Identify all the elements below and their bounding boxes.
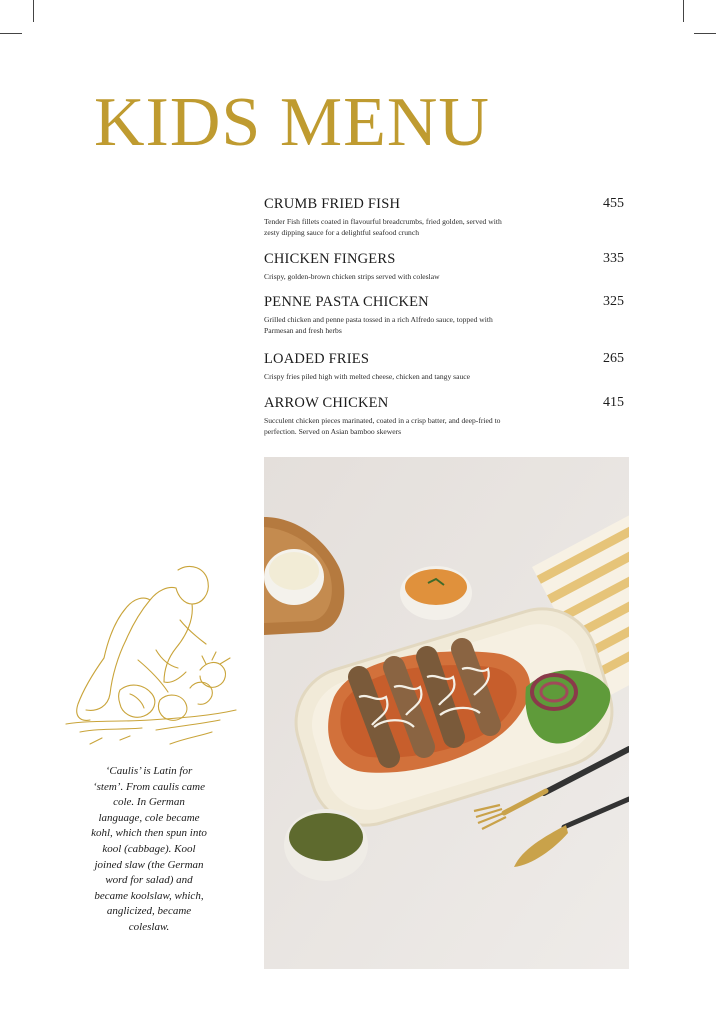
menu-item-price: 265 (603, 351, 624, 366)
menu-item-name: PENNE PASTA CHICKEN (264, 294, 429, 310)
harvest-illustration (60, 560, 240, 760)
dish-photo (264, 457, 629, 969)
crop-mark-left-top (0, 33, 22, 34)
menu-item-price: 335 (603, 251, 624, 266)
coleslaw-etymology-note: ‘Caulis’ is Latin for ‘stem’. From caulis came cole. In German language, cole became kohl, which then spun into kool (cabbage). Kool joined slaw (the German word for salad) and became koolslaw, which, anglicized, became coleslaw. (91, 765, 207, 933)
crop-mark-top-right (683, 0, 684, 22)
menu-item-description: Succulent chicken pieces marinated, coated in a crisp batter, and deep-fried to perfection. Served on Asian bamboo skewers (264, 416, 501, 436)
menu-item-price: 325 (603, 294, 624, 309)
menu-item-description: Grilled chicken and penne pasta tossed in a rich Alfredo sauce, topped with Parmesan and fresh herbs (264, 315, 493, 335)
menu-item-description: Crispy, golden-brown chicken strips served with coleslaw (264, 272, 440, 281)
menu-item-price: 415 (603, 395, 624, 410)
page-title: KIDS MENU (94, 84, 490, 161)
menu-item-price: 455 (603, 196, 624, 211)
crop-mark-top-left (33, 0, 34, 22)
menu-item-description: Crispy fries piled high with melted cheese, chicken and tangy sauce (264, 372, 471, 381)
crop-mark-right-top (694, 33, 716, 34)
menu-item-name: CHICKEN FINGERS (264, 251, 396, 267)
menu-item-name: LOADED FRIES (264, 351, 370, 367)
menu-item-name: ARROW CHICKEN (264, 395, 389, 411)
menu-item-description: Tender Fish fillets coated in flavourful breadcrumbs, fried golden, served with zesty dipping sauce for a delightful seafood crunch (264, 217, 502, 237)
dish-photo-illustration (264, 457, 629, 969)
menu-item-name: CRUMB FRIED FISH (264, 196, 401, 212)
